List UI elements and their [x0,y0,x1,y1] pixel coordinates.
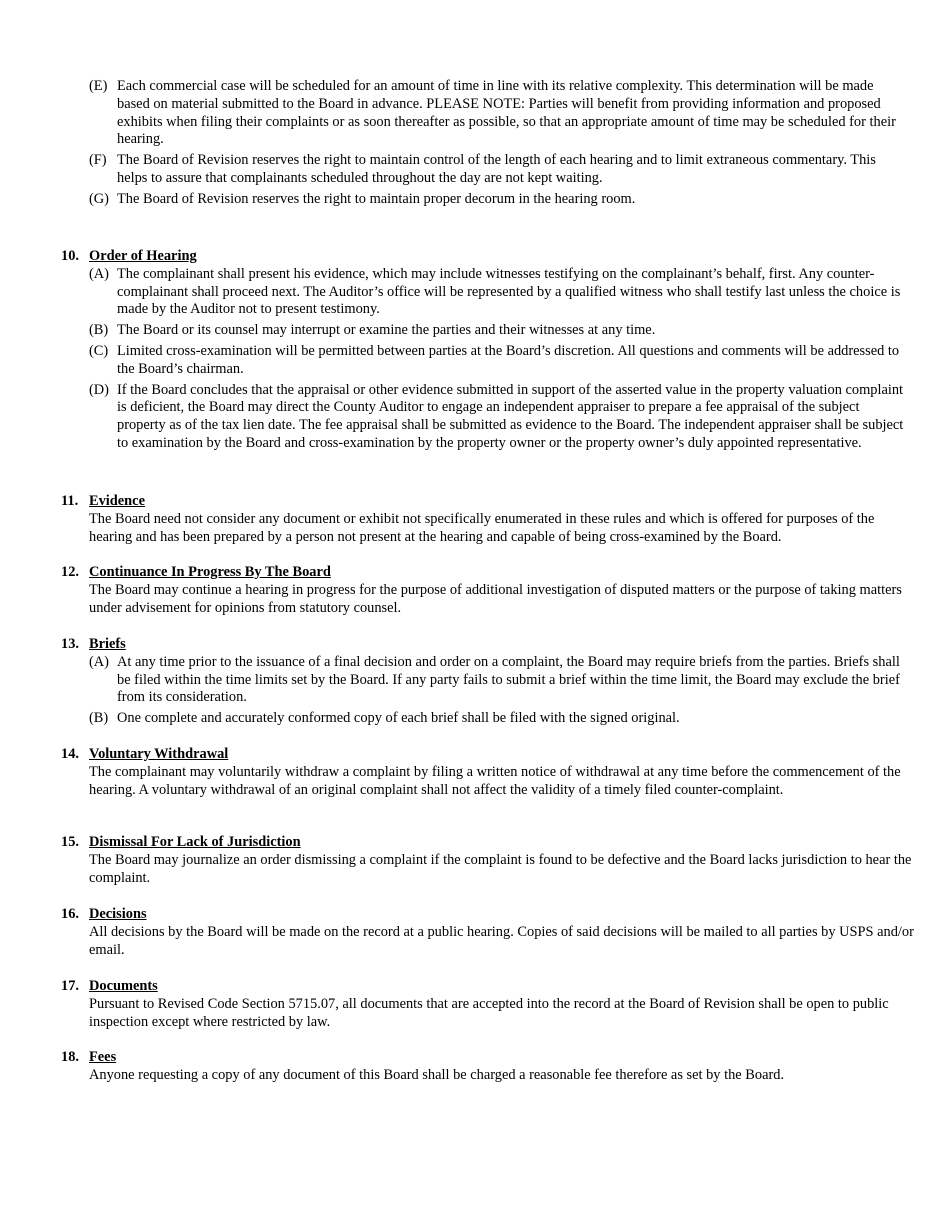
section-heading [0,978,950,996]
item-text: At any time prior to the issuance of a final decision and order on a complaint, the Board may require briefs from the parties. Briefs shall be filed within the time limits set by the Board. If any party fails to submit a brief within the time limit, the Board may exclude the brief from its consideration. [117,653,900,706]
section-number: 13. [61,636,79,652]
section-documents [0,978,950,1031]
item-text: One complete and accurately conformed copy of each brief shall be filed with the signed original. [117,710,680,727]
section-number: 12. [61,564,79,580]
section-body: Pursuant to Revised Code Section 5715.07, all documents that are accepted into the record at the Board of Revision shall be open to public inspection except where restricted by law. [89,995,889,1030]
item-text: The Board of Revision reserves the right to maintain control of the length of each hearing and to limit extraneous commentary. This helps to assure that complainants scheduled throughout the day are not kept waiting. [117,152,876,186]
item-label: (B) [89,322,109,339]
section-body: The Board need not consider any document or exhibit not specifically enumerated in these rules and which is offered for purposes of the hearing and has been prepared by a person not present at the hearing and capable of being cross-examined by the Board. [89,510,875,545]
list-item [89,343,950,379]
section-voluntary-withdrawal [0,746,950,799]
item-label: (A) [89,653,109,670]
item-label: (B) [89,710,109,727]
item-text: Limited cross-examination will be permitted between parties at the Board’s discretion. All questions and comments will be addressed to the Board’s chairman. [117,342,900,377]
list-item [89,710,950,728]
item-label: (E) [89,78,108,94]
section-title: Briefs [89,636,126,652]
section-number: 15. [61,834,79,850]
section-heading [0,636,950,654]
item-text: Each commercial case will be scheduled for an amount of time in line with its relative complexity. This determination will be made based on material submitted to the Board in advance. PLEASE NOTE: Parties will benefit from providing information and proposed exhibits when filing their complaints or as soon thereafter as possible, so that an appropriate amount of time may be scheduled for their hearing. [117,78,896,148]
item-label: (G) [89,190,109,207]
item-text: The Board of Revision reserves the right to maintain proper decorum in the hearing room. [117,190,636,207]
section-title: Evidence [89,493,145,509]
list-item [89,322,950,340]
section-body: The complainant may voluntarily withdraw a complaint by filing a written notice of withdrawal at any time before the commencement of the hearing. A voluntary withdrawal of an original complaint shall not affect the validity of a timely filed counter-complaint. [89,763,901,798]
section-number: 10. [61,248,79,264]
list-item [89,266,950,319]
section-title: Continuance In Progress By The Board [89,564,331,580]
section-title: Dismissal For Lack of Jurisdiction [89,834,301,850]
section-heading [0,1049,950,1067]
item-label: (C) [89,342,109,359]
section-title: Voluntary Withdrawal [89,746,229,762]
section-body: The Board may journalize an order dismissing a complaint if the complaint is found to be defective and the Board lacks jurisdiction to hear the complaint. [89,851,912,886]
section-order-of-hearing [0,248,950,456]
section-dismissal [0,834,950,887]
section-evidence [0,493,950,546]
list-item [89,654,950,707]
item-label: (F) [89,152,107,169]
list-item [89,78,950,149]
section-heading [0,493,950,511]
section-number: 18. [61,1049,79,1065]
section-title: Fees [89,1049,117,1065]
item-text: The Board or its counsel may interrupt or examine the parties and their witnesses at any time. [117,322,656,339]
section-heading [0,834,950,852]
section-number: 14. [61,746,79,762]
section-number: 11. [61,493,79,509]
section-number: 17. [61,978,79,994]
section-body: Anyone requesting a copy of any document of this Board shall be charged a reasonable fee therefore as set by the Board. [89,1066,785,1083]
section-body: All decisions by the Board will be made on the record at a public hearing. Copies of said decisions will be mailed to all parties by USPS and/or email. [89,923,914,958]
list-item [89,382,950,453]
section-heading [0,564,950,582]
item-text: The complainant shall present his evidence, which may include witnesses testifying on the complainant’s behalf, first. Any counter-complainant shall proceed next. The Auditor’s office will be represented by a qualified witness who shall testify last unless the choice is made by the Auditor not to present testimony. [117,265,901,318]
section-body: The Board may continue a hearing in progress for the purpose of additional investigation of disputed matters or the purpose of taking matters under advisement for opinions from statutory counsel. [89,581,902,616]
section-number: 16. [61,906,79,922]
section-heading [0,248,950,266]
continued-items [0,78,950,212]
section-continuance [0,564,950,617]
section-heading [0,906,950,924]
section-briefs [0,636,950,731]
item-label: (A) [89,265,109,282]
item-label: (D) [89,381,109,398]
section-title: Decisions [89,906,147,922]
section-fees [0,1049,950,1085]
section-decisions [0,906,950,959]
list-item [89,152,950,188]
list-item [89,191,950,209]
section-heading [0,746,950,764]
section-title: Documents [89,978,158,994]
item-text: If the Board concludes that the appraisal or other evidence submitted in support of the asserted value in the property valuation complaint is deficient, the Board may direct the County Auditor to engage an independent appraiser to prepare a fee appraisal of the subject property as of the tax lien date. The fee appraisal shall be submitted as evidence to the Board. The independent appraiser shall be subject to examination by the Board and cross-examination by the property owner or the property owner’s duly appointed representative. [117,381,904,451]
section-title: Order of Hearing [89,248,197,264]
